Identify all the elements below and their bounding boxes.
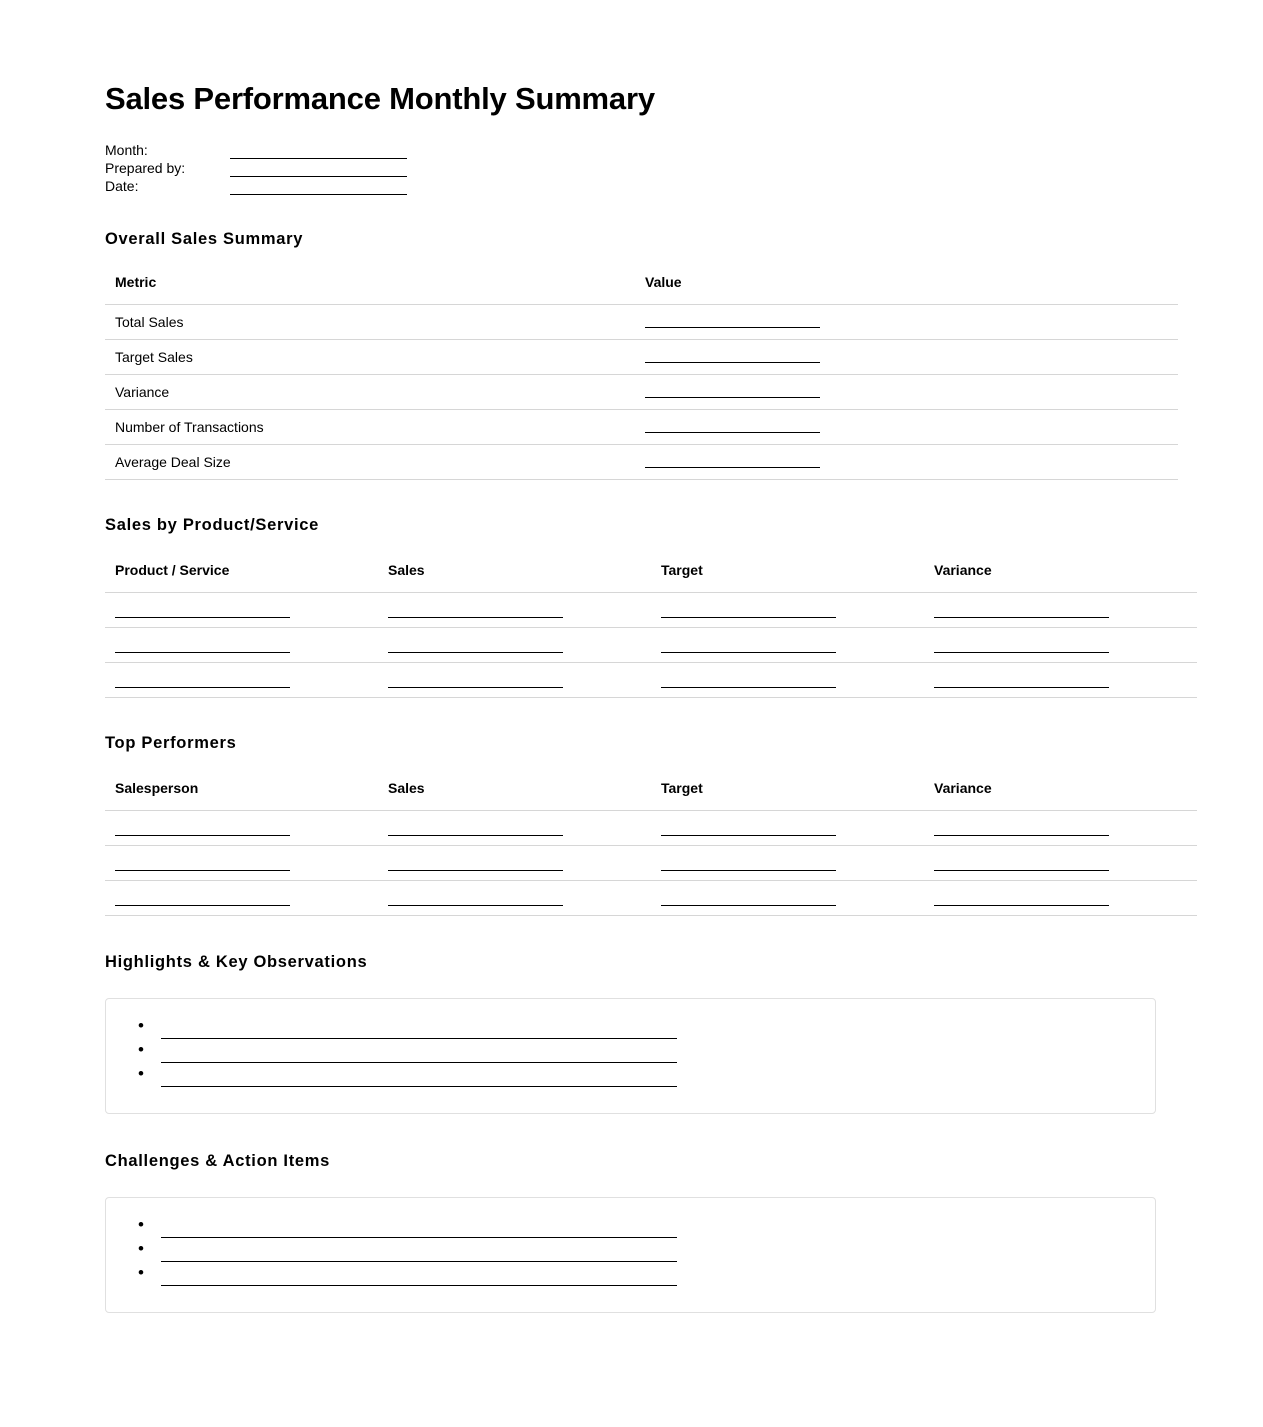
highlights-list <box>106 1021 1155 1091</box>
fill-in-line[interactable] <box>388 608 563 618</box>
cell-metric-target-sales: Target Sales <box>105 340 635 375</box>
meta-field-date <box>105 177 1158 195</box>
fill-in-line[interactable] <box>645 454 820 468</box>
fill-in-line[interactable] <box>388 826 563 836</box>
cell-value-number-of-transactions[interactable] <box>635 410 1178 445</box>
cell-variance[interactable] <box>924 663 1197 698</box>
table-header-row <box>105 780 1197 811</box>
cell-metric-total-sales: Total Sales <box>105 305 635 340</box>
table-row <box>105 340 1178 375</box>
column-header-product-service: Product / Service <box>105 562 378 593</box>
list-item <box>161 1045 1155 1067</box>
meta-label-prepared-by: Prepared by: <box>105 160 186 177</box>
table-row <box>105 663 1197 698</box>
fill-in-line[interactable] <box>388 896 563 906</box>
table-overall-sales-summary <box>105 274 1178 480</box>
section-heading-sales-by-product-service: Sales by Product/Service <box>105 516 319 535</box>
cell-metric-variance: Variance <box>105 375 635 410</box>
fill-in-line[interactable] <box>161 1244 677 1262</box>
challenges-box <box>105 1197 1156 1313</box>
fill-in-line[interactable] <box>161 1045 677 1063</box>
fill-in-line[interactable] <box>115 826 290 836</box>
fill-in-line[interactable] <box>661 608 836 618</box>
fill-in-line[interactable] <box>661 678 836 688</box>
fill-in-line[interactable] <box>661 826 836 836</box>
table-row <box>105 846 1197 881</box>
section-heading-overall-sales-summary: Overall Sales Summary <box>105 230 304 249</box>
cell-target[interactable] <box>651 811 924 846</box>
cell-salesperson[interactable] <box>105 846 378 881</box>
fill-in-line[interactable] <box>934 608 1109 618</box>
list-item <box>161 1268 1155 1290</box>
cell-target[interactable] <box>651 846 924 881</box>
cell-value-variance[interactable] <box>635 375 1178 410</box>
cell-metric-average-deal-size: Average Deal Size <box>105 445 635 480</box>
column-header-metric: Metric <box>105 274 635 305</box>
cell-sales[interactable] <box>378 881 651 916</box>
table-row <box>105 881 1197 916</box>
cell-product-service[interactable] <box>105 663 378 698</box>
table-row <box>105 305 1178 340</box>
table-row <box>105 593 1197 628</box>
highlights-box <box>105 998 1156 1114</box>
column-header-variance: Variance <box>924 562 1197 593</box>
fill-in-line[interactable] <box>115 861 290 871</box>
table-header-row <box>105 562 1197 593</box>
fill-in-line[interactable] <box>115 608 290 618</box>
column-header-sales: Sales <box>378 780 651 811</box>
column-header-sales: Sales <box>378 562 651 593</box>
fill-in-line[interactable] <box>645 314 820 328</box>
list-item <box>161 1244 1155 1266</box>
fill-in-line[interactable] <box>934 643 1109 653</box>
table-row <box>105 445 1178 480</box>
cell-variance[interactable] <box>924 811 1197 846</box>
section-heading-top-performers: Top Performers <box>105 734 237 753</box>
meta-field-month <box>105 141 1158 159</box>
cell-variance[interactable] <box>924 593 1197 628</box>
meta-input-prepared-by[interactable] <box>230 161 407 177</box>
table-top-performers <box>105 780 1197 916</box>
cell-target[interactable] <box>651 881 924 916</box>
fill-in-line[interactable] <box>161 1220 677 1238</box>
document-meta-block <box>105 141 1158 195</box>
document-content <box>105 0 1158 1313</box>
cell-value-average-deal-size[interactable] <box>635 445 1178 480</box>
fill-in-line[interactable] <box>645 384 820 398</box>
meta-label-date: Date: <box>105 178 139 195</box>
cell-sales[interactable] <box>378 593 651 628</box>
fill-in-line[interactable] <box>661 643 836 653</box>
column-header-salesperson: Salesperson <box>105 780 378 811</box>
list-item <box>161 1021 1155 1043</box>
fill-in-line[interactable] <box>661 896 836 906</box>
section-heading-highlights-key-observations: Highlights & Key Observations <box>105 953 368 972</box>
cell-target[interactable] <box>651 628 924 663</box>
cell-variance[interactable] <box>924 628 1197 663</box>
meta-field-prepared-by <box>105 159 1158 177</box>
fill-in-line[interactable] <box>934 861 1109 871</box>
fill-in-line[interactable] <box>645 349 820 363</box>
cell-target[interactable] <box>651 593 924 628</box>
column-header-variance: Variance <box>924 780 1197 811</box>
table-row <box>105 811 1197 846</box>
section-heading-challenges-action-items: Challenges & Action Items <box>105 1152 331 1171</box>
cell-sales[interactable] <box>378 846 651 881</box>
column-header-value: Value <box>635 274 1178 305</box>
cell-sales[interactable] <box>378 663 651 698</box>
cell-value-target-sales[interactable] <box>635 340 1178 375</box>
fill-in-line[interactable] <box>161 1021 677 1039</box>
cell-sales[interactable] <box>378 628 651 663</box>
cell-sales[interactable] <box>378 811 651 846</box>
fill-in-line[interactable] <box>161 1069 677 1087</box>
cell-metric-number-of-transactions: Number of Transactions <box>105 410 635 445</box>
meta-label-month: Month: <box>105 142 148 159</box>
table-row <box>105 410 1178 445</box>
fill-in-line[interactable] <box>161 1268 677 1286</box>
cell-value-total-sales[interactable] <box>635 305 1178 340</box>
fill-in-line[interactable] <box>115 678 290 688</box>
cell-salesperson[interactable] <box>105 881 378 916</box>
fill-in-line[interactable] <box>934 678 1109 688</box>
fill-in-line[interactable] <box>934 826 1109 836</box>
fill-in-line[interactable] <box>388 643 563 653</box>
fill-in-line[interactable] <box>115 643 290 653</box>
challenges-list <box>106 1220 1155 1290</box>
table-row <box>105 628 1197 663</box>
cell-variance[interactable] <box>924 846 1197 881</box>
cell-salesperson[interactable] <box>105 811 378 846</box>
table-row <box>105 375 1178 410</box>
fill-in-line[interactable] <box>388 861 563 871</box>
list-item <box>161 1220 1155 1242</box>
meta-input-month[interactable] <box>230 143 407 159</box>
list-item <box>161 1069 1155 1091</box>
fill-in-line[interactable] <box>388 678 563 688</box>
cell-product-service[interactable] <box>105 628 378 663</box>
fill-in-line[interactable] <box>661 861 836 871</box>
meta-input-date[interactable] <box>230 179 407 195</box>
fill-in-line[interactable] <box>115 896 290 906</box>
cell-product-service[interactable] <box>105 593 378 628</box>
page-title: Sales Performance Monthly Summary <box>105 81 655 116</box>
fill-in-line[interactable] <box>645 419 820 433</box>
table-header-row <box>105 274 1178 305</box>
table-sales-by-product-service <box>105 562 1197 698</box>
column-header-target: Target <box>651 562 924 593</box>
fill-in-line[interactable] <box>934 896 1109 906</box>
cell-target[interactable] <box>651 663 924 698</box>
column-header-target: Target <box>651 780 924 811</box>
cell-variance[interactable] <box>924 881 1197 916</box>
